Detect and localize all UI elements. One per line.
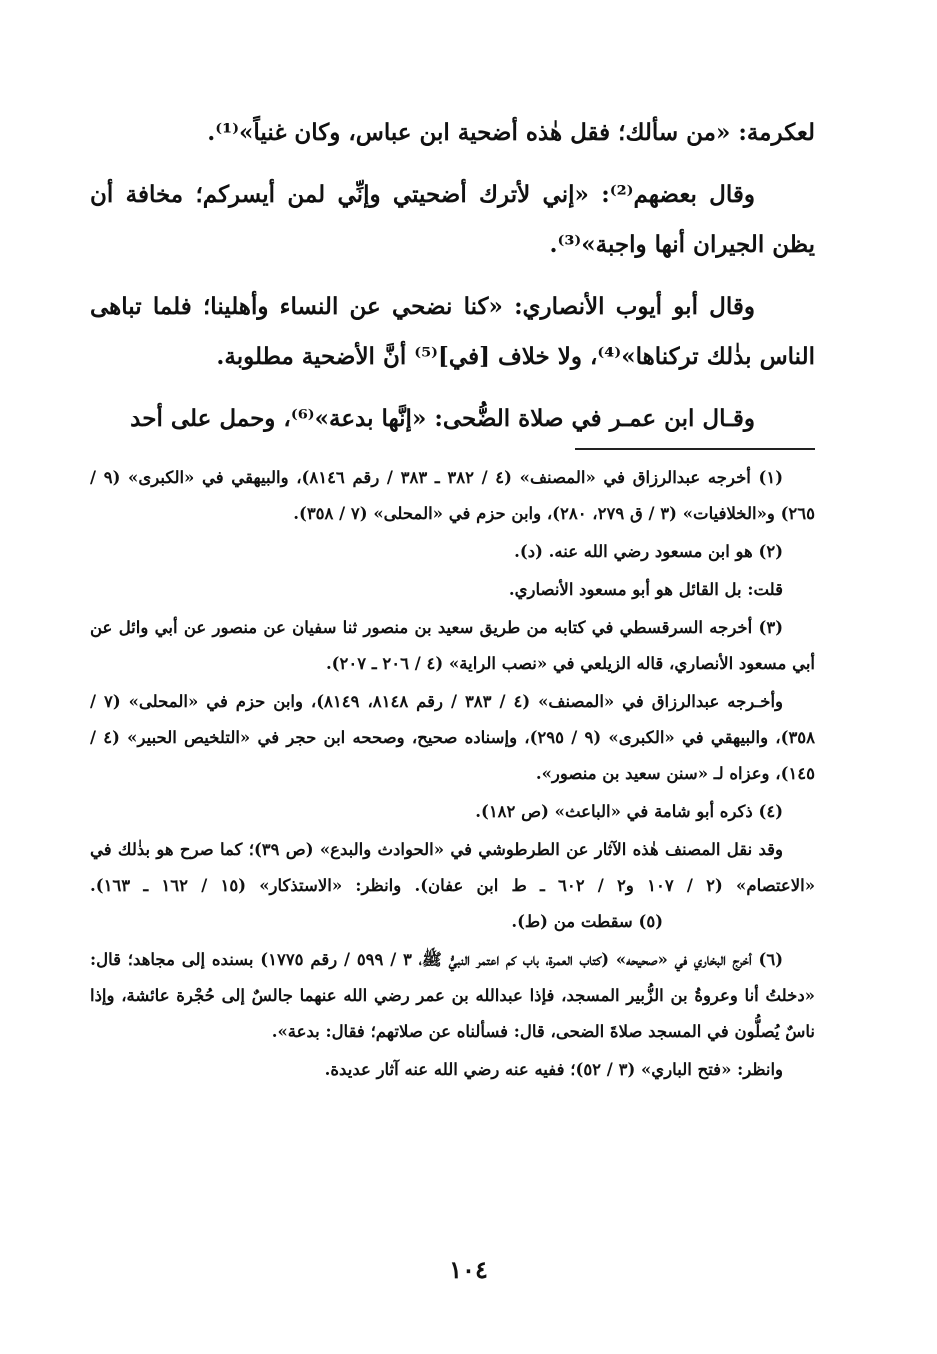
document-page bbox=[90, 108, 815, 1090]
main-paragraph-4: وقـال ابن عمـر في صلاة الضُّحى: «إنَّها بدعة»⁽⁶⁾، وحمل على أحد bbox=[130, 405, 755, 432]
footnote-4-continued bbox=[90, 832, 815, 940]
footnote-separator bbox=[575, 448, 815, 450]
main-paragraph-2: وقال بعضهم⁽²⁾: «إني لأترك أضحيتي وإنِّي لمن أيسركم؛ مخافة أن يظن الجيران أنها واجبة»⁽³⁾. bbox=[90, 181, 815, 258]
main-paragraph-3: وقال أبو أيوب الأنصاري: «كنا نضحي عن النساء وأهلينا؛ فلما تباهى الناس بذٰلك تركناها»⁽⁴⁾، ولا خلاف [في]⁽⁵⁾ أنَّ الأضحية مطلوبة. bbox=[90, 293, 815, 370]
footnote-3-continued: وأخـرجه عبدالرزاق في «المصنف» (٤ / ٣٨٣ / رقم ٨١٤٨، ٨١٤٩)، وابن حزم في «المحلى» (٧ / ٣٥٨)، والبيهقي في «الكبرى» (٩ / ٢٩٥)، وإسناده صحيح، وصححه ابن حجر في «التلخيص الحبير» (٤ / ١٤٥)، وعزاه لـ «سنن سعيد بن منصور». bbox=[90, 692, 816, 783]
main-paragraph-1: لعكرمة: «من سألك؛ فقل هٰذه أضحية ابن عباس، وكان غنياً»⁽¹⁾. bbox=[207, 119, 815, 146]
footnote-1: (١) أخرجه عبدالرزاق في «المصنف» (٤ / ٣٨٢ ـ ٣٨٣ / رقم ٨١٤٦)، والبيهقي في «الكبرى» (٩ / ٢٦٥) و«الخلافيات» (٣ / ق ٢٧٩، ٢٨٠)، وابن حزم في «المحلى» (٧ / ٣٥٨). bbox=[90, 468, 815, 523]
footnote-2-note: قلت: بل القائل هو أبو مسعود الأنصاري. bbox=[508, 580, 783, 599]
footnote-2: (٢) هو ابن مسعود رضي الله عنه. (د). bbox=[514, 542, 783, 561]
footnote-5: (٥) سقطت من (ط). bbox=[511, 912, 663, 931]
main-text bbox=[90, 108, 815, 444]
footnote-6-continued: وانظر: «فتح الباري» (٣ / ٥٢)؛ ففيه عنه رضي الله عنه آثار عديدة. bbox=[324, 1060, 783, 1079]
footnote-4-continued-text: وقد نقل المصنف هٰذه الآثار عن الطرطوشي في «الحوادث والبدع» (ص ٣٩)؛ كما صرح هو بذٰلك في «الاعتصام» (٢ / ١٠٧ و٢ / ٦٠٢ ـ ط ابن عفان). وانظر: «الاستذكار» (١٥ / ١٦٢ ـ ١٦٣). bbox=[90, 840, 816, 895]
footnote-3: (٣) أخرجه السرقسطي في كتابه من طريق سعيد بن منصور ثنا سفيان عن منصور عن أبي وائل عن أبي مسعود الأنصاري، قاله الزيلعي في «نصب الراية» (٤ / ٢٠٦ ـ ٢٠٧). bbox=[90, 618, 815, 673]
footnotes bbox=[90, 460, 815, 1088]
footnote-4: (٤) ذكره أبو شامة في «الباعث» (ص ١٨٢). bbox=[475, 802, 783, 821]
page-number: ١٠٤ bbox=[449, 1255, 488, 1284]
footnote-6: (٦) أخرج البخاري في «صحيحه» (كتاب العمرة، باب كم اعتمر النبيُّ ﷺ، ٣ / ٥٩٩ / رقم ١٧٧٥) بسنده إلى مجاهد؛ قال: «دخلتُ أنا وعروةُ بن الزُّبير المسجد، فإذا عبدالله بن عمر رضي الله عنهما جالسٌ إلى حُجْرة عائشة، وإذا ناسٌ يُصلُّون في المسجد صلاةَ الضحى، قال: فسألناه عن صلاتهم؛ فقال: بدعة». bbox=[90, 950, 815, 1041]
